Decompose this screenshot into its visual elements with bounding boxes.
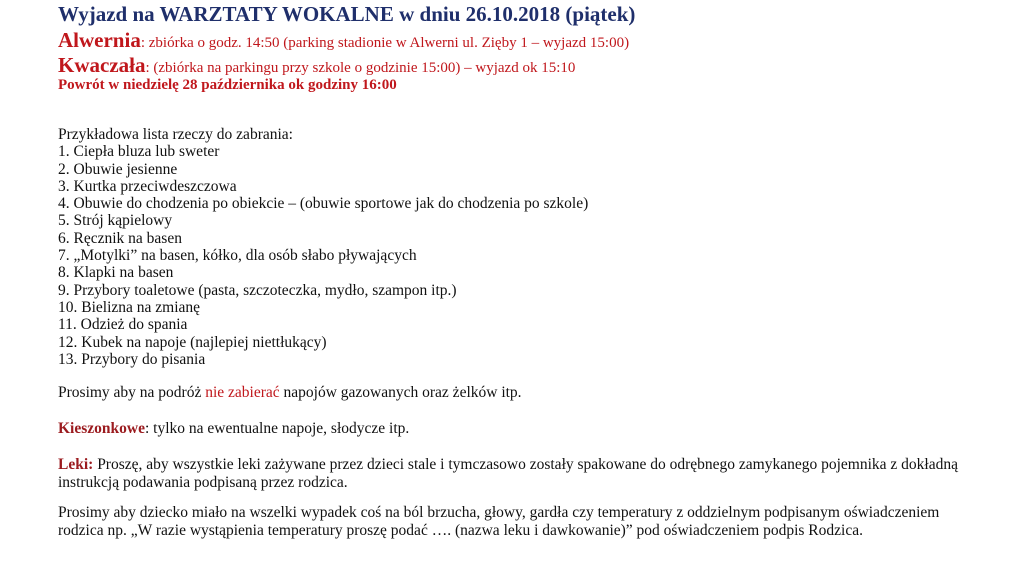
drinks-note: [58, 384, 988, 402]
page-title: Wyjazd na WARZTATY WOKALNE w dniu 26.10.2018 (piątek): [58, 2, 636, 26]
alwernia-label: Alwernia: [58, 28, 141, 52]
list-item: 11. Odzież do spania: [58, 316, 188, 334]
kwaczala-label: Kwaczała: [58, 53, 146, 77]
list-item: 7. „Motylki” na basen, kółko, dla osób słabo pływających: [58, 247, 417, 265]
list-item: 12. Kubek na napoje (najlepiej niettłukący): [58, 333, 327, 351]
list-item: 10. Bielizna na zmianę: [58, 298, 201, 316]
kwaczala-meeting-text: : (zbiórka na parkingu przy szkole o godzinie 15:00) – wyjazd ok 15:10: [145, 60, 576, 76]
drinks-note-text-end: napojów gazowanych oraz żelków itp.: [279, 384, 522, 401]
illness-note: Prosimy aby dziecko miało na wszelki wypadek coś na ból brzucha, głowy, gardła czy temperatury z oddzielnym podpisanym oświadczeniem rodzica np. „W razie wystąpienia temperatury proszę podać …. (nazwa leku i dawkowanie)” pod oświadczeniem podpis Rodzica.: [58, 504, 940, 539]
medicine-text: Proszę, aby wszystkie leki zażywane przez dzieci stale i tymczasowo zostały spakowane do odrębnego zamykanego pojemnika z dokładną instrukcją podawania podpisaną przez rodzica.: [58, 456, 958, 491]
drinks-note-text-start: Prosimy aby na podróż: [58, 384, 206, 401]
packing-list-heading: Przykładowa lista rzeczy do zabrania:: [58, 126, 293, 143]
list-item: 3. Kurtka przeciwdeszczowa: [58, 177, 237, 195]
list-item: 2. Obuwie jesienne: [58, 160, 178, 178]
pocket-money-text: : tylko na ewentualne napoje, słodycze itp.: [144, 420, 410, 437]
pocket-money-label: Kieszonkowe: [58, 420, 145, 437]
pocket-money-note: [58, 420, 988, 438]
kwaczala-line: [58, 53, 575, 78]
list-item: 9. Przybory toaletowe (pasta, szczoteczka, mydło, szampon itp.): [58, 281, 457, 299]
drinks-note-highlight: nie zabierać: [205, 384, 280, 401]
medicine-label: Leki:: [58, 456, 94, 473]
return-info: Powrót w niedzielę 28 października ok godziny 16:00: [58, 77, 397, 93]
list-item: 6. Ręcznik na basen: [58, 229, 182, 247]
list-item: 4. Obuwie do chodzenia po obiekcie – (obuwie sportowe jak do chodzenia po szkole): [58, 195, 589, 213]
alwernia-meeting-text: : zbiórka o godz. 14:50 (parking stadionie w Alwerni ul. Zięby 1 – wyjazd 15:00): [140, 35, 630, 51]
list-item: 13. Przybory do pisania: [58, 350, 206, 368]
packing-list: [58, 126, 588, 368]
medicine-note: [58, 456, 988, 491]
list-item: 5. Strój kąpielowy: [58, 212, 173, 230]
alwernia-line: [58, 28, 629, 53]
list-item: 8. Klapki na basen: [58, 264, 174, 282]
list-item: 1. Ciepła bluza lub sweter: [58, 143, 220, 161]
